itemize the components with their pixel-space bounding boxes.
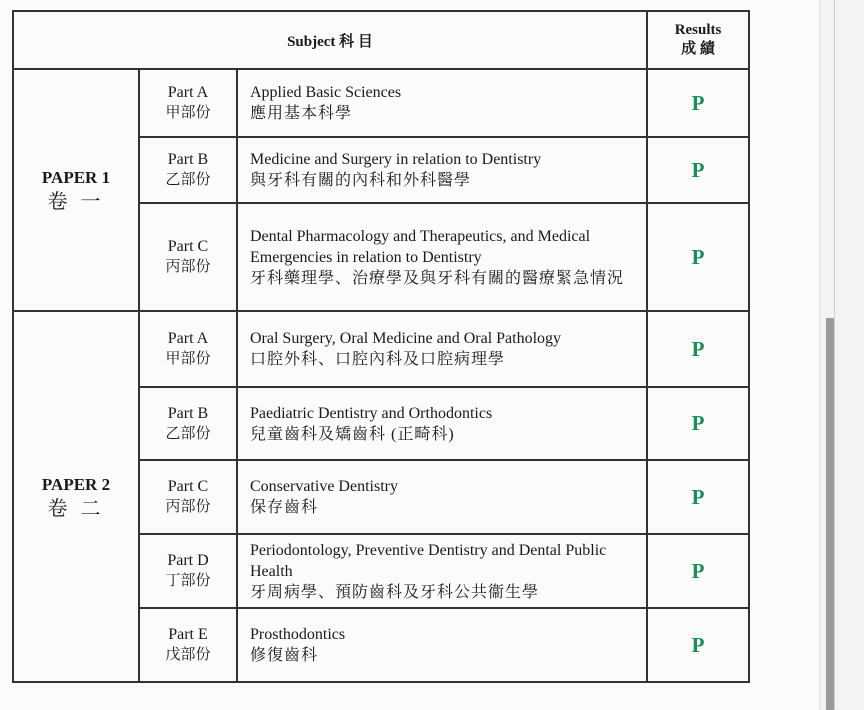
part-cell	[139, 137, 237, 203]
paper-label-en: PAPER 1	[41, 168, 111, 187]
scrollbar-divider	[834, 0, 835, 710]
part-en: Part A	[167, 330, 209, 347]
subject-en: Applied Basic Sciences	[250, 84, 402, 101]
part-zh: 戊部份	[165, 647, 211, 663]
part-zh: 甲部份	[165, 105, 211, 121]
part-cell	[139, 608, 237, 682]
part-cell	[139, 203, 237, 311]
results-header-en: Results	[674, 22, 722, 38]
result-cell: P	[647, 69, 749, 137]
subject-zh: 牙周病學、預防齒科及牙科公共衞生學	[250, 583, 540, 601]
part-en: Part B	[167, 151, 209, 168]
results-header-zh: 成 績	[681, 41, 715, 57]
part-cell	[139, 311, 237, 387]
subject-zh: 口腔外科、口腔內科及口腔病理學	[250, 351, 506, 368]
part-en: Part E	[168, 626, 208, 643]
part-cell	[139, 534, 237, 608]
subject-cell	[237, 69, 647, 137]
part-zh: 丙部份	[165, 499, 211, 515]
result-cell: P	[647, 534, 749, 608]
paper-2-label	[13, 311, 139, 682]
subject-cell	[237, 460, 647, 534]
subject-en: Periodontology, Preventive Dentistry and Dental Public Health	[250, 541, 607, 580]
subject-zh: 兒童齒科及矯齒科 (正畸科)	[250, 425, 455, 443]
table-row	[13, 69, 749, 137]
part-en: Part A	[167, 84, 209, 101]
part-en: Part C	[167, 238, 209, 255]
results-table	[12, 10, 750, 683]
result-cell: P	[647, 608, 749, 682]
part-zh: 甲部份	[165, 351, 211, 367]
paper-label-zh: 卷 二	[47, 497, 105, 520]
table-row	[13, 311, 749, 387]
subject-en: Oral Surgery, Oral Medicine and Oral Pathology	[250, 330, 562, 347]
result-cell: P	[647, 203, 749, 311]
subject-zh: 牙科藥理學、治療學及與牙科有關的醫療緊急情況	[250, 269, 625, 287]
subject-cell	[237, 203, 647, 311]
result-cell: P	[647, 387, 749, 460]
result-cell: P	[647, 460, 749, 534]
part-cell	[139, 69, 237, 137]
subject-en: Prosthodontics	[250, 626, 346, 643]
subject-zh: 與牙科有關的內科和外科醫學	[250, 172, 472, 189]
subject-en: Conservative Dentistry	[250, 478, 398, 495]
table-header-row	[13, 11, 749, 69]
subject-cell	[237, 608, 647, 682]
part-zh: 丙部份	[165, 259, 211, 275]
paper-label-zh: 卷 一	[47, 191, 105, 213]
subject-zh: 保存齒科	[250, 499, 319, 516]
part-zh: 乙部份	[165, 172, 211, 188]
subject-en: Paediatric Dentistry and Orthodontics	[250, 404, 493, 422]
paper-1-label	[13, 69, 139, 311]
subject-cell	[237, 534, 647, 608]
subject-cell	[237, 387, 647, 460]
subject-zh: 應用基本科學	[250, 105, 353, 122]
part-zh: 丁部份	[165, 573, 211, 589]
result-cell: P	[647, 311, 749, 387]
paper-label-en: PAPER 2	[41, 474, 111, 494]
part-en: Part B	[167, 404, 209, 422]
part-cell	[139, 387, 237, 460]
subject-en: Medicine and Surgery in relation to Dentistry	[250, 151, 542, 168]
subject-zh: 修復齒科	[250, 647, 319, 664]
part-en: Part C	[167, 478, 209, 495]
subject-cell	[237, 311, 647, 387]
scrollbar-thumb[interactable]	[826, 318, 834, 710]
part-cell	[139, 460, 237, 534]
part-zh: 乙部份	[165, 425, 211, 442]
part-en: Part D	[167, 552, 209, 569]
subject-en: Dental Pharmacology and Therapeutics, and Medical Emergencies in relation to Dentistry	[250, 227, 591, 266]
subject-header: Subject 科 目	[13, 11, 647, 69]
vertical-scrollbar[interactable]	[819, 0, 864, 710]
results-header	[647, 11, 749, 69]
result-cell: P	[647, 137, 749, 203]
subject-cell	[237, 137, 647, 203]
